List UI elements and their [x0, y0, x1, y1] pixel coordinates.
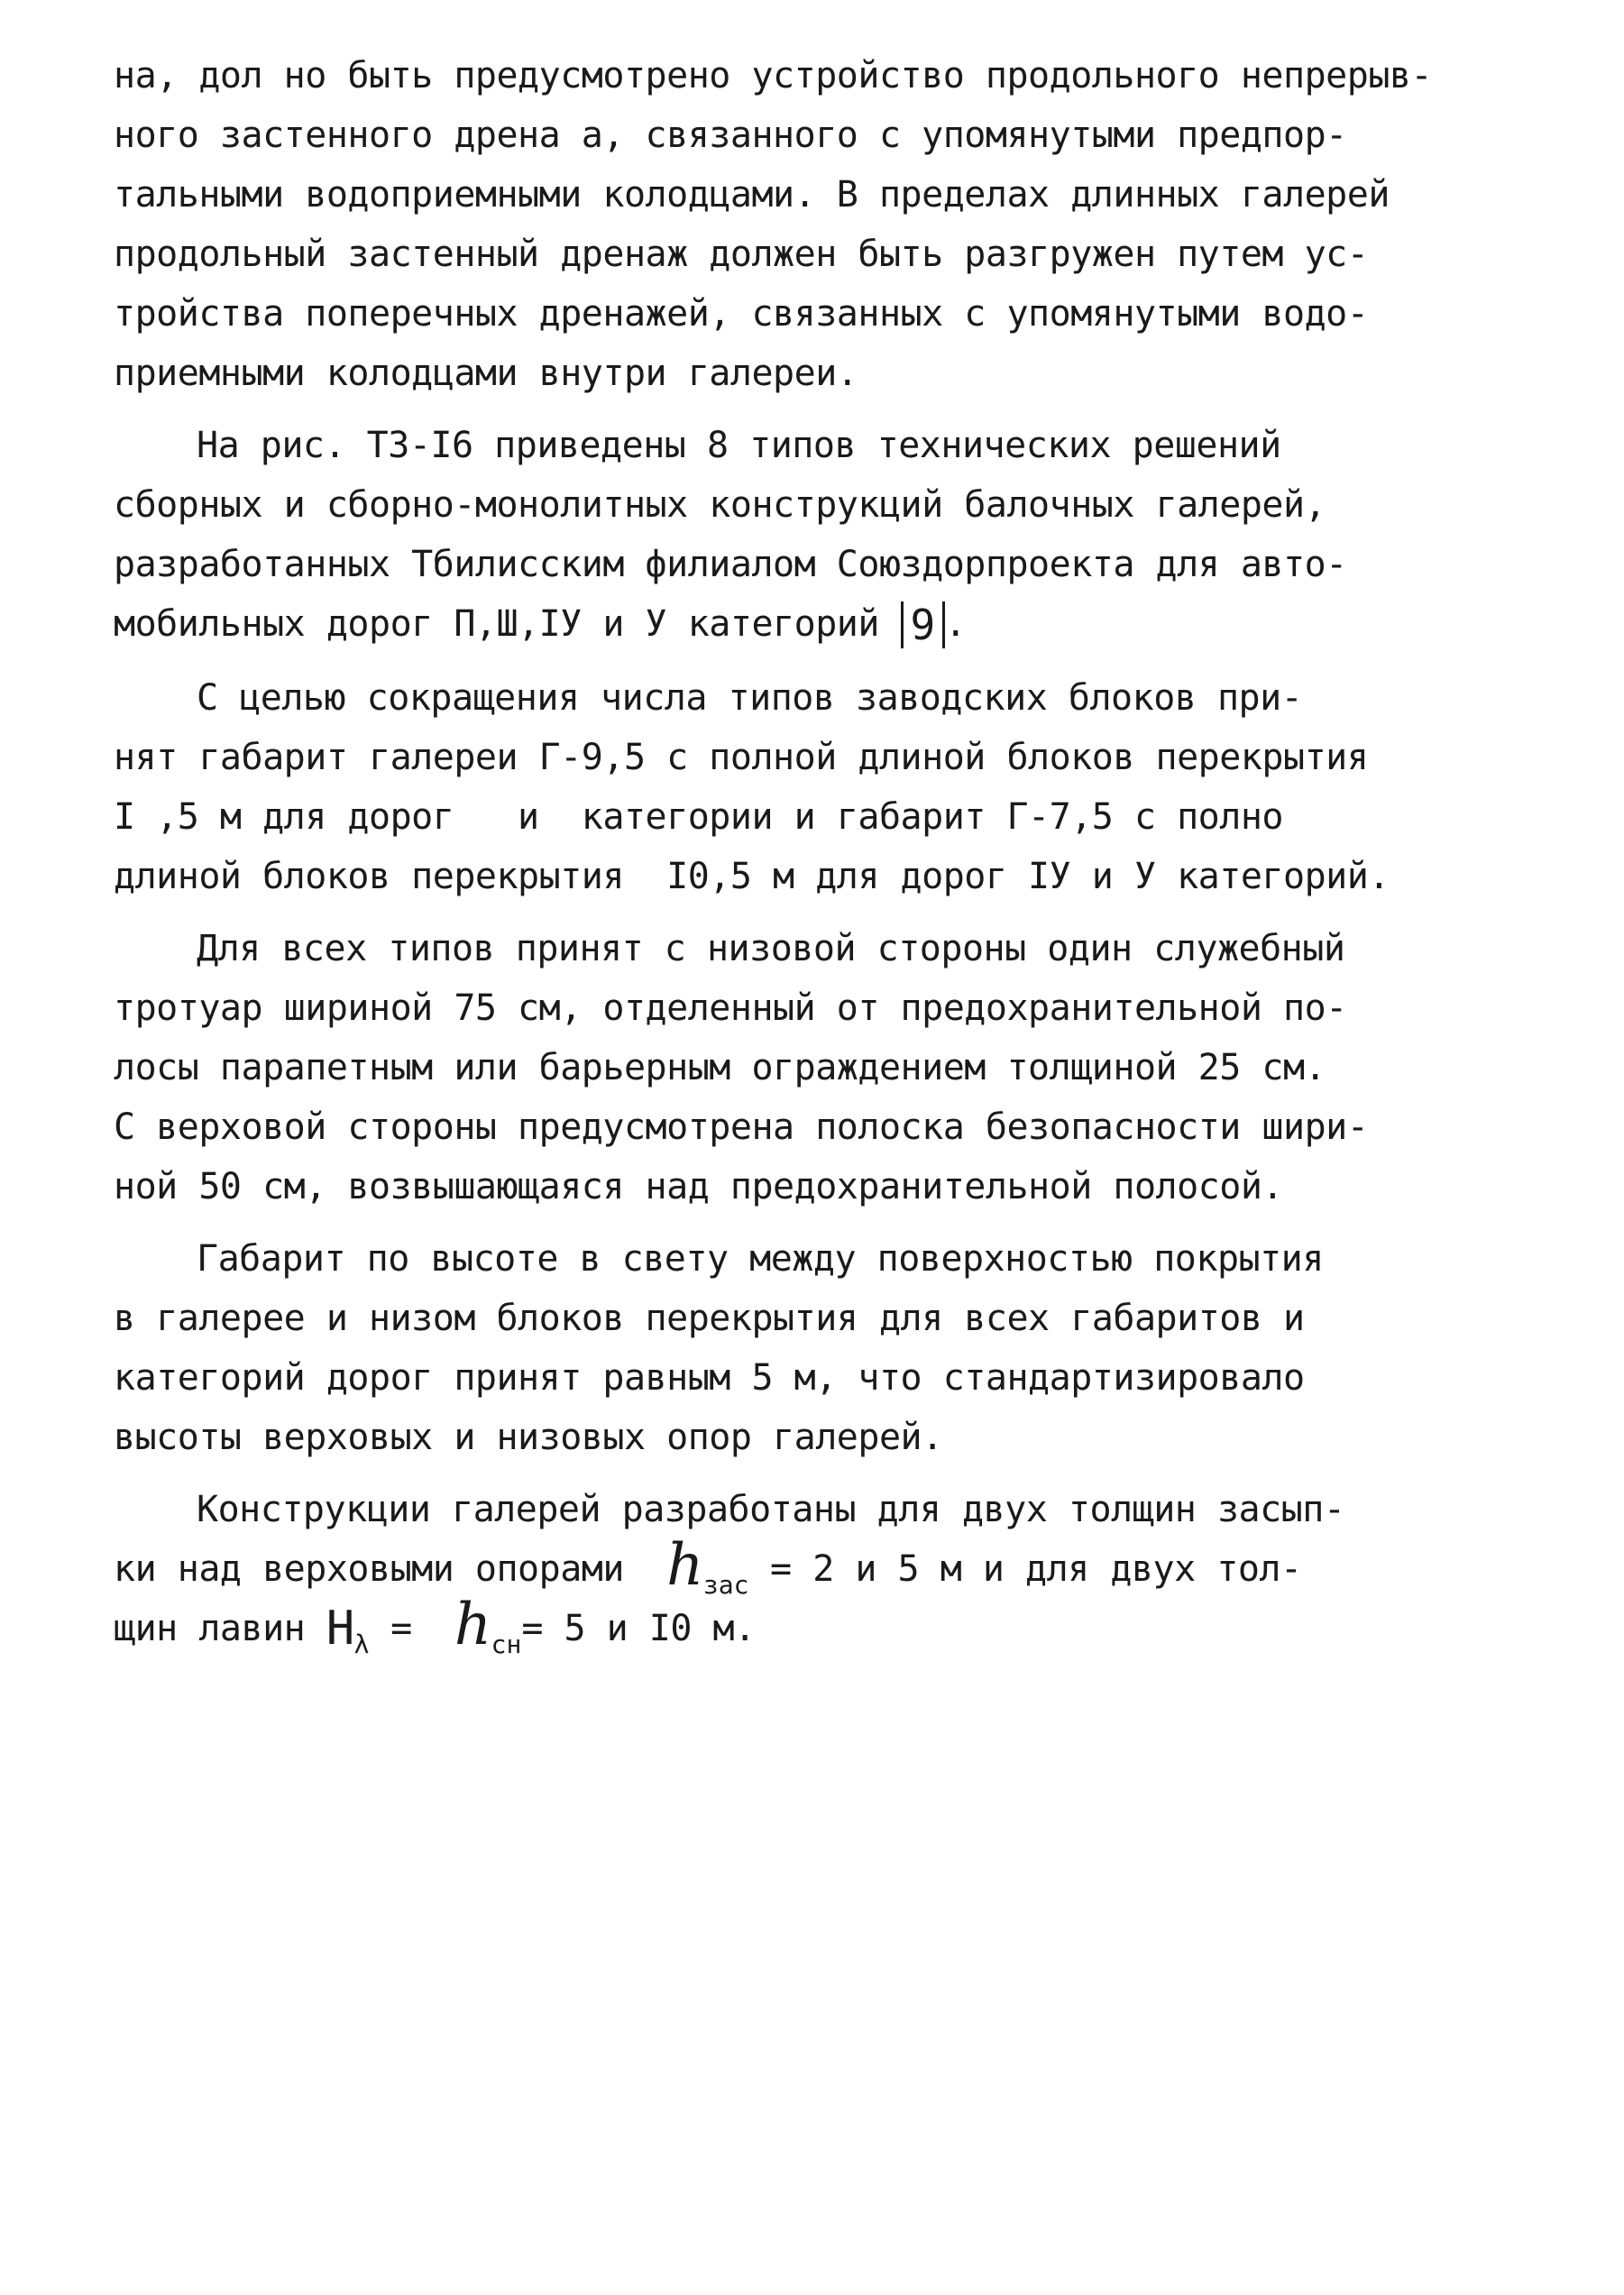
- text-line: в галерее и низом блоков перекрытия для всех габаритов и: [114, 1298, 1305, 1339]
- text-line: С целью сокращения числа типов заводских блоков при-: [197, 677, 1303, 719]
- text-line: І ,5 м для дорог и категории и габарит Г-7,5 с полно: [114, 796, 1284, 838]
- text-line: длиной блоков перекрытия І0,5 м для дорог ІУ и У категорий.: [114, 856, 1390, 897]
- subscript-lambda: λ: [353, 1629, 370, 1659]
- text-line: сборных и сборно-монолитных конструкций балочных галерей,: [114, 484, 1326, 526]
- bibliography-reference: 9: [901, 601, 945, 648]
- text-line: тротуар шириной 75 см, отделенный от предохранительной по-: [114, 987, 1347, 1029]
- text-line: Для всех типов принят с низовой стороны один служебный: [197, 928, 1345, 969]
- text-line: ного застенного дрена а, связанного с упомянутыми предпор-: [114, 115, 1347, 156]
- text-fragment: мобильных дорог П,Ш,ІУ и У категорий: [114, 603, 879, 645]
- text-line: тройства поперечных дренажей, связанных с упомянутыми водо-: [114, 293, 1369, 335]
- text-line: тальными водоприемными колодцами. В пределах длинных галерей: [114, 174, 1390, 216]
- h-symbol: h: [666, 1532, 703, 1599]
- text-line-with-formula: [114, 1592, 1322, 1659]
- text-line: разработанных Тбилисским филиалом Союздорпроекта для авто-: [114, 544, 1347, 585]
- text-line: лосы парапетным или барьерным ограждением толщиной 25 см.: [114, 1047, 1326, 1088]
- H-symbol: H: [326, 1602, 354, 1656]
- text-line-with-reference: [114, 595, 1322, 653]
- formula-value: = 2 и 5 м и для двух тол-: [770, 1548, 1302, 1590]
- text-fragment: щин лавин: [114, 1608, 306, 1649]
- subscript-zas: зас: [702, 1570, 749, 1600]
- subscript-sn: сн: [491, 1629, 522, 1659]
- text-line: ной 50 см, возвышающаяся над предохранительной полосой.: [114, 1166, 1284, 1207]
- text-line: Конструкции галерей разработаны для двух толщин засып-: [197, 1489, 1345, 1530]
- text-fragment: ки над верховыми опорами: [114, 1548, 624, 1590]
- text-line: приемными колодцами внутри галереи.: [114, 353, 858, 394]
- text-line: продольный застенный дренаж должен быть разгружен путем ус-: [114, 234, 1369, 275]
- text-line-with-formula: [114, 1532, 1322, 1600]
- text-line: нят габарит галереи Г-9,5 с полной длиной блоков перекрытия: [114, 737, 1369, 778]
- text-line: Габарит по высоте в свету между поверхностью покрытия: [197, 1238, 1324, 1280]
- text-line: на, дол но быть предусмотрено устройство продольного непрерыв-: [114, 55, 1433, 96]
- period: .: [944, 603, 967, 645]
- formula-value: = 5 и І0 м.: [521, 1608, 756, 1649]
- text-line: На рис. Т3-І6 приведены 8 типов технических решений: [197, 425, 1281, 466]
- h-symbol: h: [454, 1592, 491, 1658]
- equals-sign: =: [390, 1608, 412, 1649]
- text-line: С верховой стороны предусмотрена полоска безопасности шири-: [114, 1106, 1369, 1148]
- text-line: высоты верховых и низовых опор галерей.: [114, 1417, 943, 1458]
- text-line: категорий дорог принят равным 5 м, что стандартизировало: [114, 1357, 1305, 1399]
